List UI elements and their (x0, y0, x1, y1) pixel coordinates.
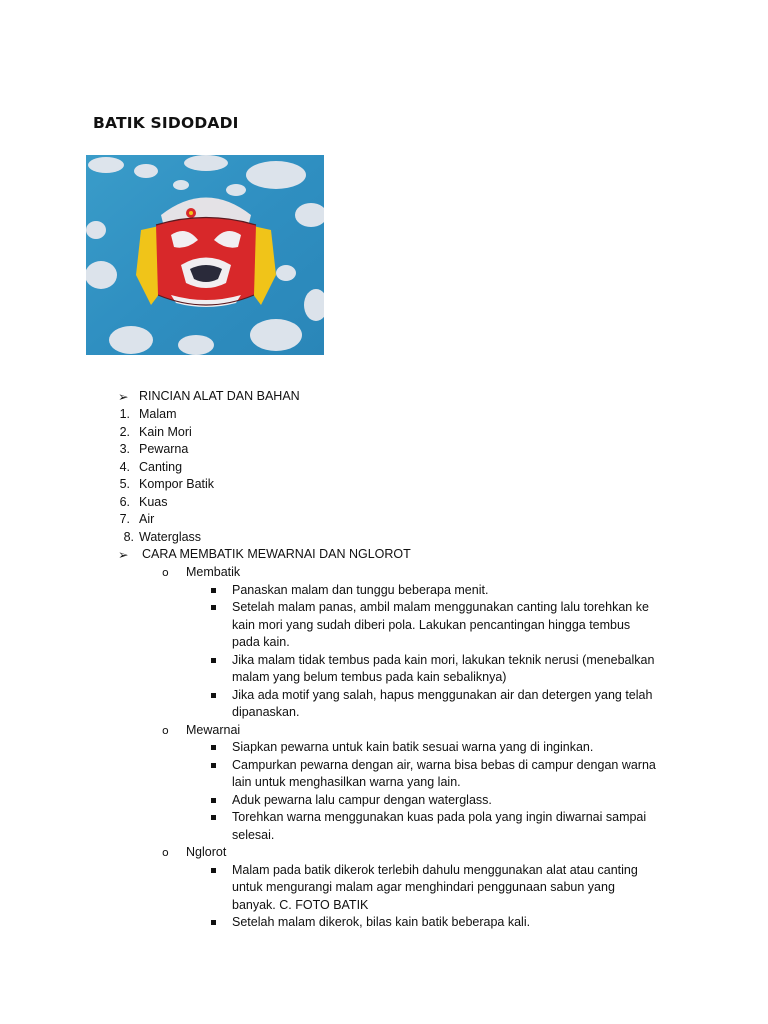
list-item: Malam (139, 407, 177, 421)
square-bullet-icon (211, 745, 216, 750)
list-item: Kain Mori (139, 424, 192, 439)
bullet-text: untuk mengurangi malam agar menghindari penggunaan sabun yang (232, 880, 615, 894)
section-heading: CARA MEMBATIK MEWARNAI DAN NGLOROT (142, 547, 411, 561)
square-bullet-icon (211, 920, 216, 925)
list-number: 1. (119, 407, 130, 421)
square-bullet-icon (211, 798, 216, 803)
list-number: 4. (119, 459, 130, 474)
list-number: 8. (123, 529, 134, 544)
bullet-text: lain untuk menghasilkan warna yang lain. (232, 775, 461, 789)
list-number: 5. (119, 477, 130, 491)
circle-bullet-icon: o (162, 846, 169, 859)
batik-photo (86, 155, 324, 355)
circle-bullet-icon: o (162, 566, 169, 579)
bullet-text: Campurkan pewarna dengan air, warna bisa bebas di campur dengan warna (232, 757, 656, 772)
bullet-text: Jika ada motif yang salah, hapus menggunakan air dan detergen yang telah (232, 687, 653, 702)
step-group-label: Mewarnai (186, 722, 241, 737)
bullet-text: Malam pada batik dikerok terlebih dahulu menggunakan alat atau canting (232, 862, 638, 877)
bullet-text: Panaskan malam dan tunggu beberapa menit. (232, 582, 489, 597)
bullet-text: Torehkan warna menggunakan kuas pada pola yang ingin diwarnai sampai (232, 810, 647, 824)
section-heading: RINCIAN ALAT DAN BAHAN (139, 389, 300, 403)
bullet-text: Aduk pewarna lalu campur dengan waterglass. (232, 792, 492, 807)
list-item: Waterglass (139, 529, 202, 544)
document-title: BATIK SIDODADI (93, 114, 239, 132)
bullet-text: dipanaskan. (232, 705, 300, 719)
square-bullet-icon (211, 763, 216, 768)
step-group-label: Membatik (186, 565, 241, 579)
bullet-text: kain mori yang sudah diberi pola. Lakukan pencantingan hingga tembus (232, 617, 631, 632)
arrow-bullet-icon: ➢ (118, 389, 129, 404)
list-number: 2. (119, 424, 130, 439)
square-bullet-icon (211, 658, 216, 663)
arrow-bullet-icon: ➢ (118, 547, 129, 562)
square-bullet-icon (211, 868, 216, 873)
list-item: Pewarna (139, 442, 189, 456)
bullet-text: Jika malam tidak tembus pada kain mori, lakukan teknik nerusi (menebalkan (232, 652, 655, 667)
list-number: 3. (119, 442, 130, 456)
bullet-text: banyak. C. FOTO BATIK (232, 897, 369, 912)
square-bullet-icon (211, 693, 216, 698)
square-bullet-icon (211, 588, 216, 593)
list-number: 6. (119, 494, 130, 509)
bullet-text: Siapkan pewarna untuk kain batik sesuai warna yang di inginkan. (232, 740, 594, 754)
list-item: Kompor Batik (139, 477, 215, 491)
square-bullet-icon (211, 605, 216, 610)
list-item: Air (139, 512, 155, 526)
bullet-text: selesai. (232, 827, 275, 842)
bullet-text: malam yang belum tembus pada kain sebaliknya) (232, 670, 507, 684)
circle-bullet-icon: o (162, 723, 169, 737)
list-item: Kuas (139, 494, 168, 509)
list-item: Canting (139, 459, 183, 474)
list-number: 7. (119, 512, 130, 526)
bullet-text: pada kain. (232, 635, 290, 649)
bullet-text: Setelah malam panas, ambil malam menggunakan canting lalu torehkan ke (232, 600, 649, 614)
bullet-text: Setelah malam dikerok, bilas kain batik beberapa kali. (232, 915, 531, 929)
step-group-label: Nglorot (186, 845, 227, 859)
square-bullet-icon (211, 815, 216, 820)
batik-illustration (86, 155, 324, 355)
